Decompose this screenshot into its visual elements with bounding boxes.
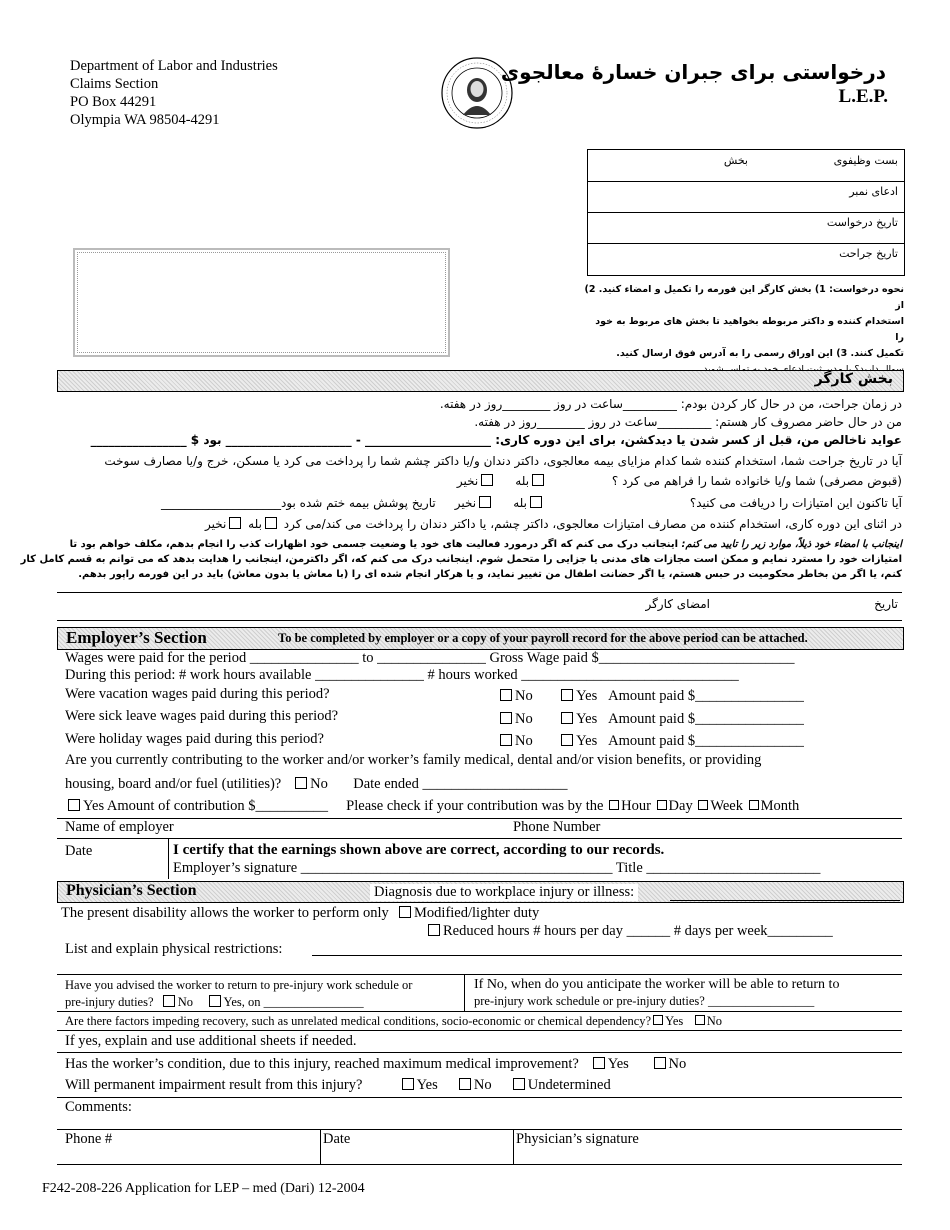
sick-amount-field[interactable]: Amount paid $_______________ bbox=[608, 711, 804, 727]
contribution-yes-checkbox[interactable] bbox=[68, 799, 80, 811]
no-label: No bbox=[515, 711, 533, 727]
mmi-question: Has the worker’s condition, due to this injury, reached maximum medical improvement? bbox=[65, 1056, 579, 1072]
holiday-no-checkbox[interactable] bbox=[500, 734, 512, 746]
no-label: No bbox=[473, 1077, 492, 1093]
hours-field[interactable]: During this period: # work hours available _______________ # hours worked ______________________________ bbox=[65, 667, 739, 683]
surgery-date-row[interactable] bbox=[588, 243, 904, 274]
surgery-date-label: تاریخ جراحت bbox=[839, 247, 898, 260]
contribution-amount-field[interactable]: Yes Amount of contribution $__________ bbox=[83, 798, 329, 814]
form-title-lep: L.E.P. bbox=[838, 86, 888, 107]
section-label: بخش bbox=[723, 154, 748, 167]
factors-no-checkbox[interactable] bbox=[695, 1015, 705, 1025]
yes-label: بله bbox=[513, 496, 527, 510]
sick-yes-checkbox[interactable] bbox=[561, 712, 573, 724]
holiday-question: Were holiday wages paid during this period? bbox=[65, 731, 324, 747]
mmi-yes-checkbox[interactable] bbox=[593, 1057, 605, 1069]
no-label: No bbox=[177, 995, 194, 1009]
still-receiving-question: آیا تاکنون این امتیازات را دریافت می کنید؟ bbox=[689, 496, 902, 510]
hour-label: Hour bbox=[621, 798, 651, 814]
present-disability-label: The present disability allows the worker to perform only bbox=[61, 905, 389, 921]
undetermined-label: Undetermined bbox=[527, 1077, 611, 1093]
declaration-line: اینجانب درک می کنم که اگر درمورد فعالیت های خود یا وضعیت جسمی خود اظهارات کذب را انجام بدهم، مکلف خواهم بود تا bbox=[69, 539, 679, 550]
employer-name-field[interactable] bbox=[57, 819, 902, 837]
anticipate-return-question: If No, when do you anticipate the worker will be able to return to bbox=[474, 977, 840, 992]
advised-yes-date-field[interactable]: Yes, on ________________ bbox=[223, 995, 364, 1009]
sick-question: Were sick leave wages paid during this period? bbox=[65, 708, 339, 724]
benefits-no-checkbox[interactable] bbox=[481, 474, 493, 486]
no-label: نخیر bbox=[205, 517, 227, 531]
claim-number-row[interactable] bbox=[588, 181, 904, 213]
receiving-no-checkbox[interactable] bbox=[479, 496, 491, 508]
employer-section-title: Employer’s Section bbox=[66, 628, 207, 647]
no-label: نخیر bbox=[454, 496, 477, 510]
worker-date-label: تاریخ bbox=[874, 597, 898, 611]
form-number-footer: F242-208-226 Application for LEP – med (Dari) 12-2004 bbox=[42, 1181, 365, 1196]
employer-section-note: To be completed by employer or a copy of your payroll record for the above period can be attached. bbox=[278, 631, 808, 645]
anticipate-return-block bbox=[474, 976, 839, 1010]
worker-benefits-question: آیا در تاریخ جراحت شما، استخدام کننده شما کدام مزایای بیمه معالجوی، داکتر دندان و/یا داکتر چشم شما را پرداخت می کرد یا مسکن، خرج و/یا مصارف سوخت bbox=[104, 454, 902, 468]
claim-number-label: ادعای نمبر bbox=[849, 185, 898, 198]
permanent-no-checkbox[interactable] bbox=[459, 1078, 471, 1090]
week-label: Week bbox=[710, 798, 743, 814]
mailing-address bbox=[70, 57, 278, 129]
diagnosis-label: Diagnosis due to workplace injury or illness: bbox=[370, 884, 638, 901]
declaration-lead: اینجانب با امضاء خود ذیلاً، موارد زیر را تایید می کنم: bbox=[681, 539, 902, 550]
comments-field[interactable] bbox=[57, 1115, 902, 1129]
housing-line bbox=[65, 776, 567, 793]
worker-hours-current[interactable]: من در حال حاضر مصروف کار هستم: _________ساعت در روز ________روز در هفته. bbox=[474, 415, 902, 429]
city: Olympia WA 98504-4291 bbox=[70, 112, 220, 128]
factors-yes-checkbox[interactable] bbox=[653, 1015, 663, 1025]
present-disability-line bbox=[61, 905, 539, 922]
vacation-amount-field[interactable]: Amount paid $_______________ bbox=[608, 688, 804, 704]
anticipate-return-field[interactable]: pre-injury work schedule or pre-injury duties? _________________ bbox=[474, 994, 815, 1008]
reduced-hours-checkbox[interactable] bbox=[428, 924, 440, 936]
month-label: Month bbox=[760, 798, 800, 814]
instructions bbox=[584, 282, 904, 378]
worker-signature-label: امضای کارگر bbox=[645, 597, 710, 611]
worker-signature-field[interactable] bbox=[57, 597, 902, 619]
physician-date-label: Date bbox=[323, 1131, 351, 1147]
worker-gross-earnings[interactable]: عواید ناخالص من، قبل از کسر شدن یا دیدکشن، برای این دوره کاری: _____________________ - _____________________ بود $ ________________ bbox=[90, 433, 902, 447]
vacation-yes-checkbox[interactable] bbox=[561, 689, 573, 701]
date-ended-field[interactable]: Date ended ____________________ bbox=[353, 776, 568, 792]
sick-no-checkbox[interactable] bbox=[500, 712, 512, 724]
wages-period-field[interactable]: Wages were paid for the period _______________ to _______________ Gross Wage paid $___________________________ bbox=[65, 650, 795, 666]
advised-yes-checkbox[interactable] bbox=[209, 995, 221, 1007]
advised-return-question: Have you advised the worker to return to pre-injury work schedule or bbox=[65, 978, 413, 992]
advised-return-question-end: pre-injury duties? bbox=[65, 995, 154, 1009]
worker-section-title: بخش کارگر bbox=[814, 371, 893, 387]
advised-return-block bbox=[65, 977, 412, 1011]
housing-question: housing, board and/or fuel (utilities)? bbox=[65, 776, 282, 792]
no-label: نخیر bbox=[456, 474, 479, 488]
yes-label: Yes bbox=[665, 1014, 684, 1028]
worker-still-receiving bbox=[161, 496, 902, 510]
factors-question: Are there factors impeding recovery, such as unrelated medical conditions, socio-economic or chemical dependency? bbox=[65, 1014, 652, 1028]
vacation-no-checkbox[interactable] bbox=[500, 689, 512, 701]
worker-benefits-question-end: (قبوض مصرفی) شما و/یا خانواده شما را فراهم می کرد ؟ bbox=[611, 474, 902, 488]
factors-line bbox=[65, 1014, 722, 1029]
employer-phone-label: Phone Number bbox=[513, 819, 601, 835]
job-title-label: بست وظیفوی bbox=[833, 154, 898, 167]
form-title-dari: درخواستی برای جبران خسارهٔ معالجوی bbox=[500, 60, 886, 84]
physician-section-title: Physician’s Section bbox=[66, 882, 197, 899]
employer-section-header bbox=[57, 627, 904, 650]
instruction-line: تکمیل کنند. 3) این اوراق رسمی را به آدرس فوق ارسال کنید. bbox=[616, 348, 904, 359]
declaration-line: امتیازات خود را مسترد نمایم و ممکن است مجازات های مدنی یا جزایی را متحمل شوم. اینجانب درک می کنم که، اگر داکترمن، اینجانب را هدایت بدهد که می توانم به قسم کامل کار bbox=[20, 554, 902, 565]
yes-label: Yes bbox=[576, 688, 598, 704]
mmi-line bbox=[65, 1056, 686, 1073]
receiving-yes-checkbox[interactable] bbox=[530, 496, 542, 508]
modified-duty-label: Modified/lighter duty bbox=[414, 905, 540, 921]
vacation-question: Were vacation wages paid during this period? bbox=[65, 686, 330, 702]
office-stamp-area bbox=[73, 248, 450, 357]
yes-label: Yes bbox=[576, 711, 598, 727]
yes-label: بله bbox=[248, 517, 262, 531]
contribution-line bbox=[65, 798, 799, 815]
employer-date-label: Date bbox=[65, 843, 93, 859]
reduced-hours-line bbox=[425, 923, 833, 940]
yes-label: Yes bbox=[576, 733, 598, 749]
no-label: No bbox=[515, 733, 533, 749]
restrictions-field[interactable] bbox=[312, 941, 902, 955]
no-label: No bbox=[515, 688, 533, 704]
week-checkbox[interactable] bbox=[698, 800, 708, 810]
no-label: No bbox=[310, 776, 328, 792]
no-label: No bbox=[668, 1056, 687, 1072]
claim-info-box bbox=[587, 149, 905, 276]
employer-pays-question: در اثنای این دوره کاری، استخدام کننده من مصارف امتیازات معالجوی، داکتر چشم، یا داکتر دندان را پرداخت می کند/می کرد bbox=[283, 517, 902, 531]
reduced-hours-field[interactable]: Reduced hours # hours per day ______ # days per week_________ bbox=[443, 923, 833, 939]
contribution-question: Are you currently contributing to the worker and/or worker’s family medical, dental and/or vision benefits, or providing bbox=[65, 752, 762, 768]
no-label: No bbox=[706, 1014, 722, 1028]
employer-certification: I certify that the earnings shown above are correct, according to our records. bbox=[173, 842, 665, 858]
job-title-row[interactable] bbox=[588, 150, 904, 182]
physician-phone-label: Phone # bbox=[65, 1131, 113, 1147]
day-checkbox[interactable] bbox=[657, 800, 667, 810]
request-date-label: تاریخ درخواست bbox=[826, 216, 898, 229]
modified-duty-checkbox[interactable] bbox=[399, 906, 411, 918]
employer-signature-field[interactable]: Employer’s signature ___________________________________________ Title ________________________ bbox=[173, 860, 821, 876]
instruction-line: استخدام کننده و داکتر مربوطه بخواهید تا بخش های مربوط به خود را bbox=[595, 316, 904, 343]
coverage-end-date-field[interactable]: تاریخ پوشش بیمه ختم شده بود____________________ bbox=[160, 496, 436, 510]
month-checkbox[interactable] bbox=[749, 800, 759, 810]
housing-no-checkbox[interactable] bbox=[295, 777, 307, 789]
contribution-basis-label: Please check if your contribution was by the bbox=[346, 798, 604, 814]
if-yes-explain-field[interactable]: If yes, explain and use additional sheets if needed. bbox=[65, 1033, 357, 1049]
holiday-amount-field[interactable]: Amount paid $_______________ bbox=[608, 733, 804, 749]
instruction-line: نحوه درخواست: 1) بخش کارگر این فورمه را تکمیل و امضاء کنید. 2) از bbox=[584, 284, 904, 311]
declaration-line: کنم، یا اگر من بخاطر محکومیت در حبس هستم، یا اگر حضانت اطفال من تغییر نماید، و یا هرکار انجام شده ای را (با معاش یا بدون معاش) باید در این فورمه راپور بدهم. bbox=[78, 569, 902, 580]
yes-label: Yes bbox=[607, 1056, 629, 1072]
worker-benefits-question-cont bbox=[209, 474, 902, 488]
worker-hours-at-injury[interactable]: در زمان جراحت، من در حال کار کردن بودم: _________ساعت در روز ________روز در هفته. bbox=[439, 397, 902, 411]
employer-pays-no-checkbox[interactable] bbox=[229, 517, 241, 529]
yes-label: بله bbox=[515, 474, 530, 488]
permanent-undetermined-checkbox[interactable] bbox=[513, 1078, 525, 1090]
day-label: Day bbox=[668, 798, 693, 814]
advised-no-checkbox[interactable] bbox=[163, 995, 175, 1007]
section-name: Claims Section bbox=[70, 76, 159, 92]
permanent-impairment-question: Will permanent impairment result from this injury? bbox=[65, 1077, 363, 1093]
worker-employer-pays bbox=[205, 517, 902, 531]
diagnosis-field[interactable] bbox=[670, 884, 900, 900]
permanent-yes-checkbox[interactable] bbox=[402, 1078, 414, 1090]
employer-pays-yes-checkbox[interactable] bbox=[265, 517, 277, 529]
hour-checkbox[interactable] bbox=[609, 800, 619, 810]
holiday-yes-checkbox[interactable] bbox=[561, 734, 573, 746]
yes-label: Yes bbox=[416, 1077, 438, 1093]
physician-signature-label: Physician’s signature bbox=[516, 1131, 639, 1147]
dept-name: Department of Labor and Industries bbox=[70, 58, 278, 74]
po-box: PO Box 44291 bbox=[70, 94, 157, 110]
vacation-answer bbox=[497, 688, 804, 705]
comments-label: Comments: bbox=[65, 1099, 132, 1115]
physician-signature-row[interactable] bbox=[57, 1145, 902, 1163]
worker-section-header bbox=[57, 370, 904, 392]
restrictions-label: List and explain physical restrictions: bbox=[65, 941, 283, 957]
request-date-row[interactable] bbox=[588, 212, 904, 244]
permanent-line bbox=[65, 1077, 611, 1094]
employer-name-label: Name of employer bbox=[65, 819, 174, 835]
worker-declaration bbox=[20, 537, 902, 582]
mmi-no-checkbox[interactable] bbox=[654, 1057, 666, 1069]
benefits-yes-checkbox[interactable] bbox=[532, 474, 544, 486]
sick-answer bbox=[497, 711, 804, 728]
holiday-answer bbox=[497, 733, 804, 750]
